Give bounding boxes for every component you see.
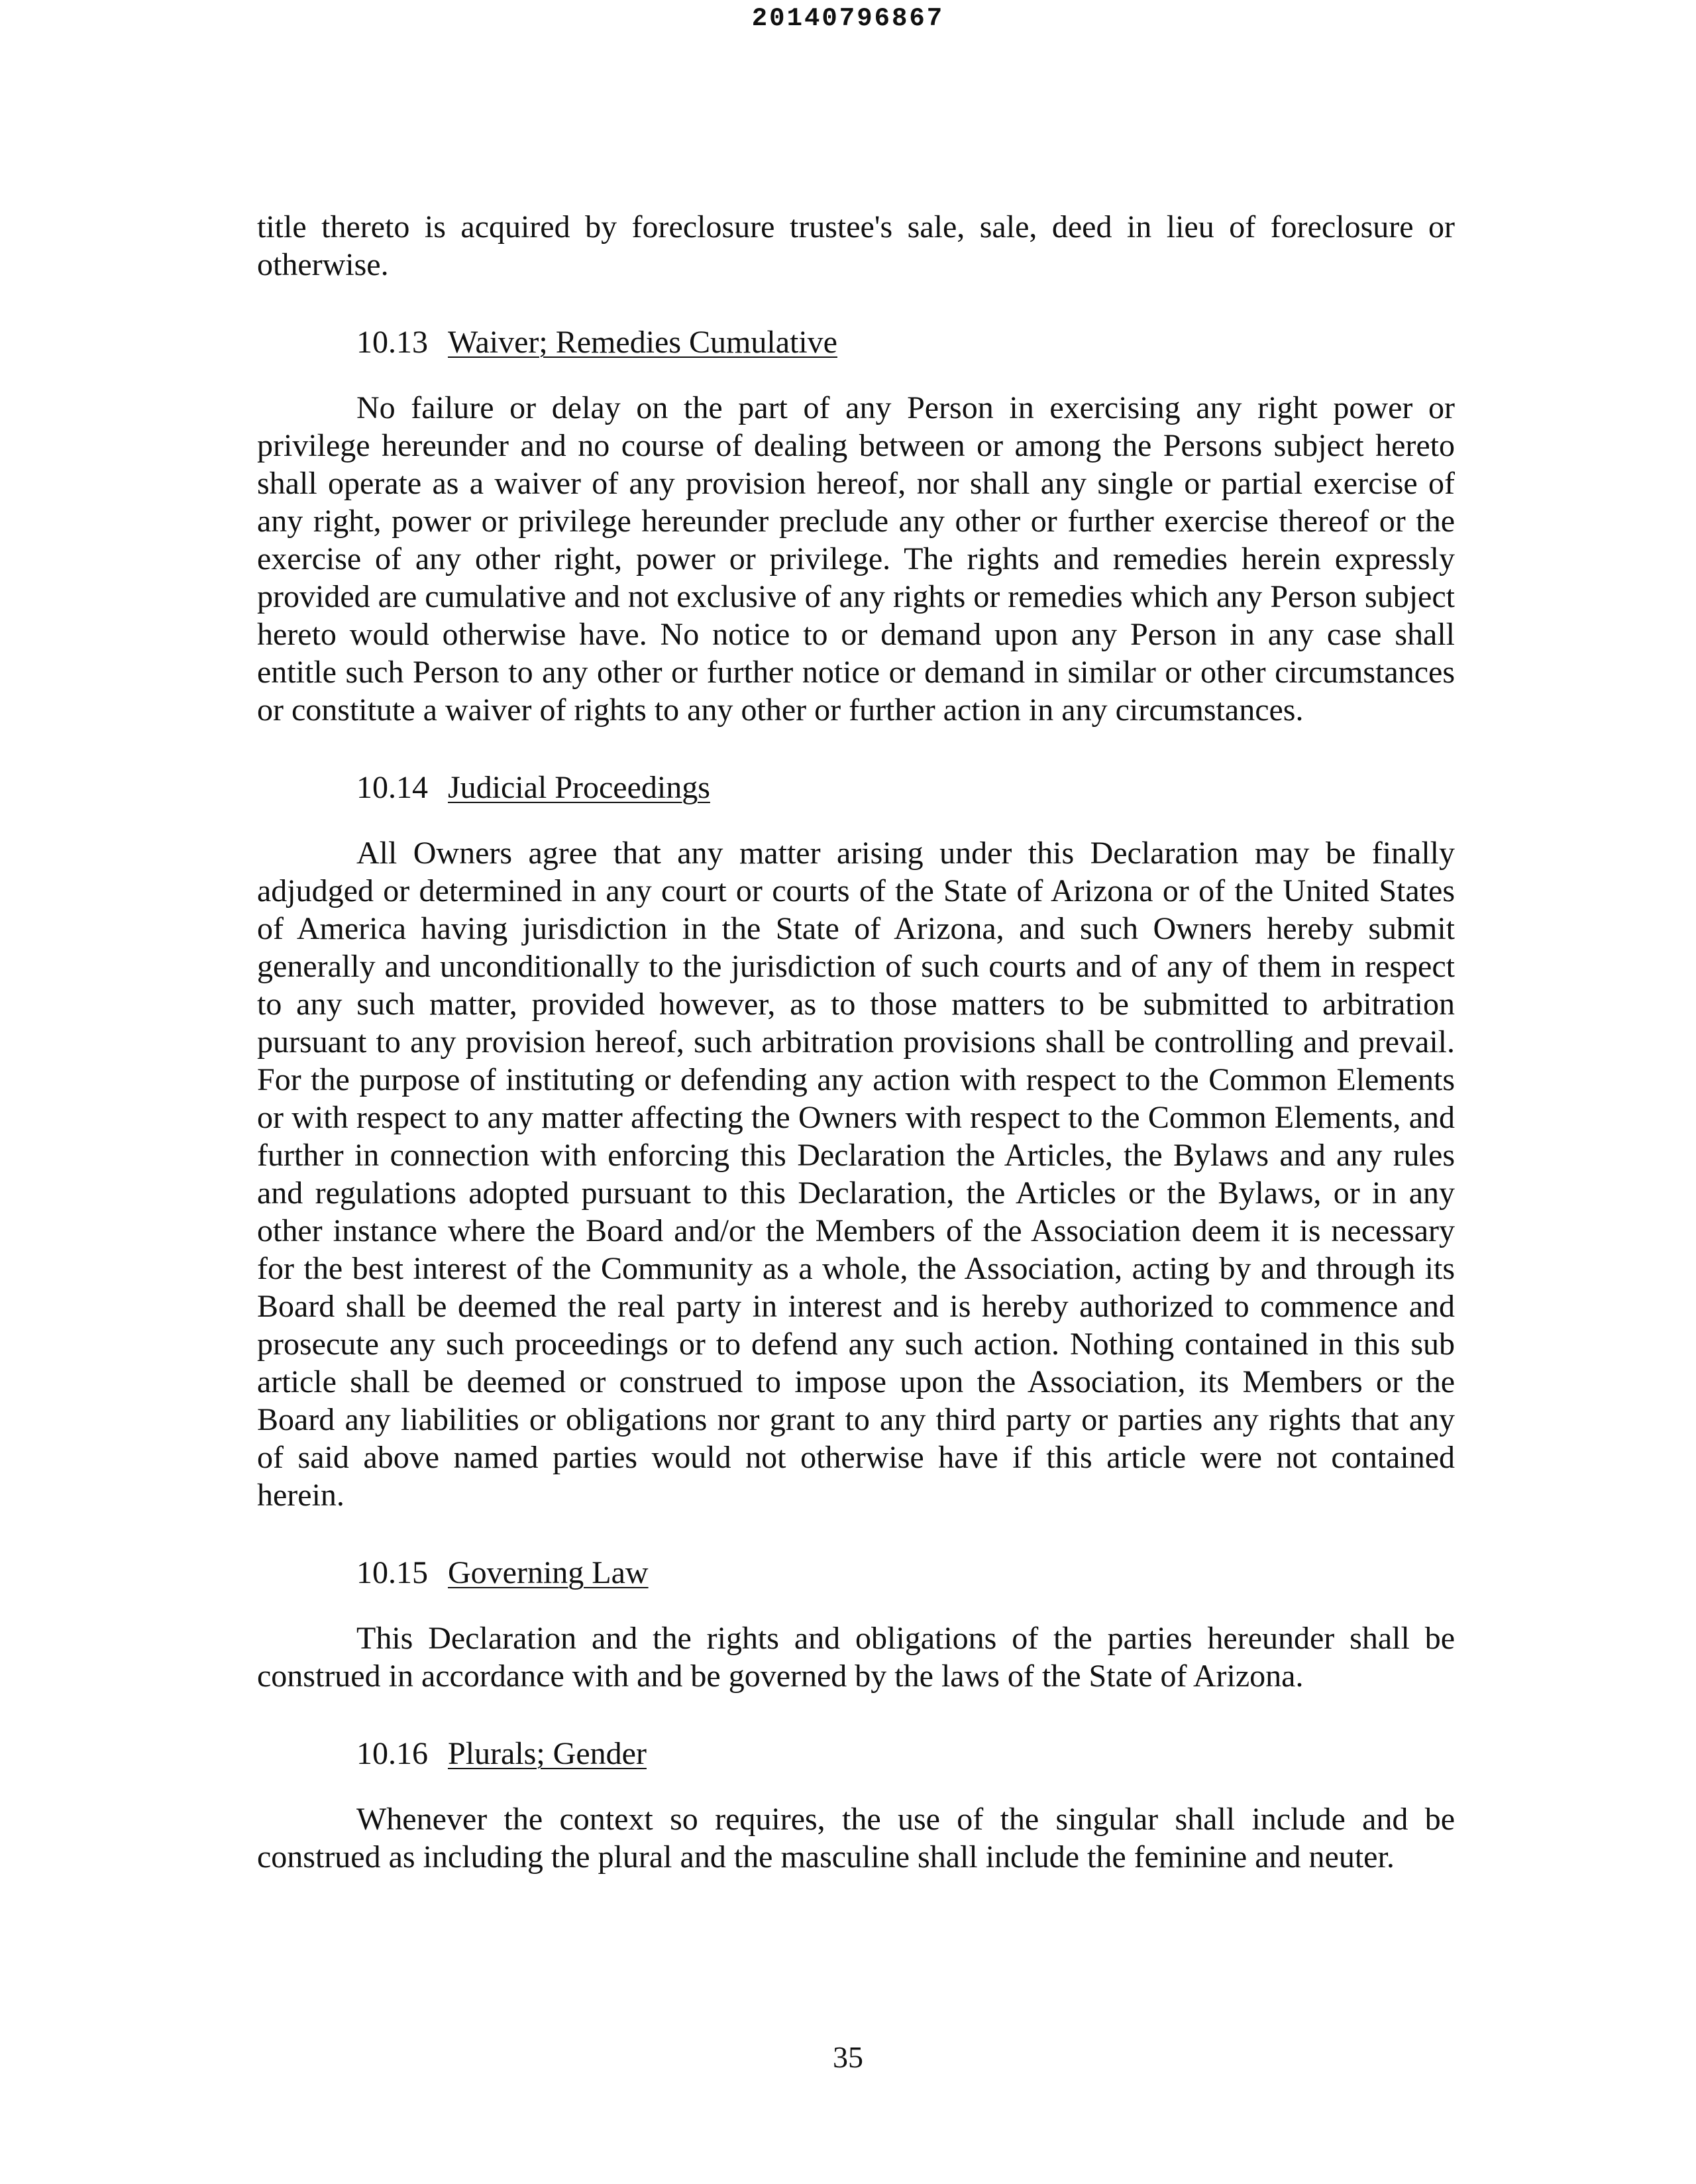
section-10-16	[257, 1735, 1455, 1876]
section-number: 10.13	[356, 325, 428, 360]
section-number: 10.15	[356, 1555, 428, 1590]
section-body: Whenever the context so requires, the use of the singular shall include and be construed as including the plural and the masculine shall include the feminine and neuter.	[257, 1802, 1455, 1875]
section-heading	[257, 1554, 1455, 1592]
section-heading	[257, 1735, 1455, 1773]
section-10-13	[257, 323, 1455, 729]
section-title: Judicial Proceedings	[448, 770, 710, 805]
section-10-14	[257, 769, 1455, 1514]
section-body: All Owners agree that any matter arising under this Declaration may be finally adjudged or determined in any court or courts of the State of Arizona or of the United States of America having jurisdiction in the State of Arizona, and such Owners hereby submit generally and unconditionally to the jurisdiction of such courts and of any of them in respect to any such matter, provided however, as to those matters to be submitted to arbitration pursuant to any provision hereof, such arbitration provisions shall be controlling and prevail. For the purpose of instituting or defending any action with respect to the Common Elements or with respect to any matter affecting the Owners with respect to the Common Elements, and further in connection with enforcing this Declaration the Articles, the Bylaws and any rules and regulations adopted pursuant to this Declaration, the Articles or the Bylaws, or in any other instance where the Board and/or the Members of the Association deem it is necessary for the best interest of the Community as a whole, the Association, acting by and through its Board shall be deemed the real party in interest and is hereby authorized to commence and prosecute any such proceedings or to defend any such action. Nothing contained in this sub article shall be deemed or construed to impose upon the Association, its Members or the Board any liabilities or obligations nor grant to any third party or parties any rights that any of said above named parties would not otherwise have if this article were not contained herein.	[257, 836, 1455, 1513]
document-number: 20140796867	[751, 4, 945, 33]
section-body: This Declaration and the rights and obligations of the parties hereunder shall be construed in accordance with and be governed by the laws of the State of Arizona.	[257, 1621, 1455, 1694]
section-number: 10.16	[356, 1736, 428, 1771]
page-number: 35	[833, 2040, 863, 2074]
section-heading	[257, 323, 1455, 361]
section-number: 10.14	[356, 770, 428, 805]
page-content	[257, 208, 1455, 1876]
section-title: Plurals; Gender	[448, 1736, 647, 1771]
section-title: Governing Law	[448, 1555, 649, 1590]
section-body: No failure or delay on the part of any Person in exercising any right power or privilege hereunder and no course of dealing between or among the Persons subject hereto shall operate as a waiver of any provision hereof, nor shall any single or partial exercise of any right, power or privilege hereunder preclude any other or further exercise thereof or the exercise of any other right, power or privilege. The rights and remedies herein expressly provided are cumulative and not exclusive of any rights or remedies which any Person subject hereto would otherwise have. No notice to or demand upon any Person in any case shall entitle such Person to any other or further notice or demand in similar or other circumstances or constitute a waiver of rights to any other or further action in any circumstances.	[257, 390, 1455, 728]
section-heading	[257, 769, 1455, 806]
section-title: Waiver; Remedies Cumulative	[448, 325, 837, 360]
opening-paragraph: title thereto is acquired by foreclosure trustee's sale, sale, deed in lieu of foreclosure or otherwise.	[257, 209, 1455, 282]
section-10-15	[257, 1554, 1455, 1695]
